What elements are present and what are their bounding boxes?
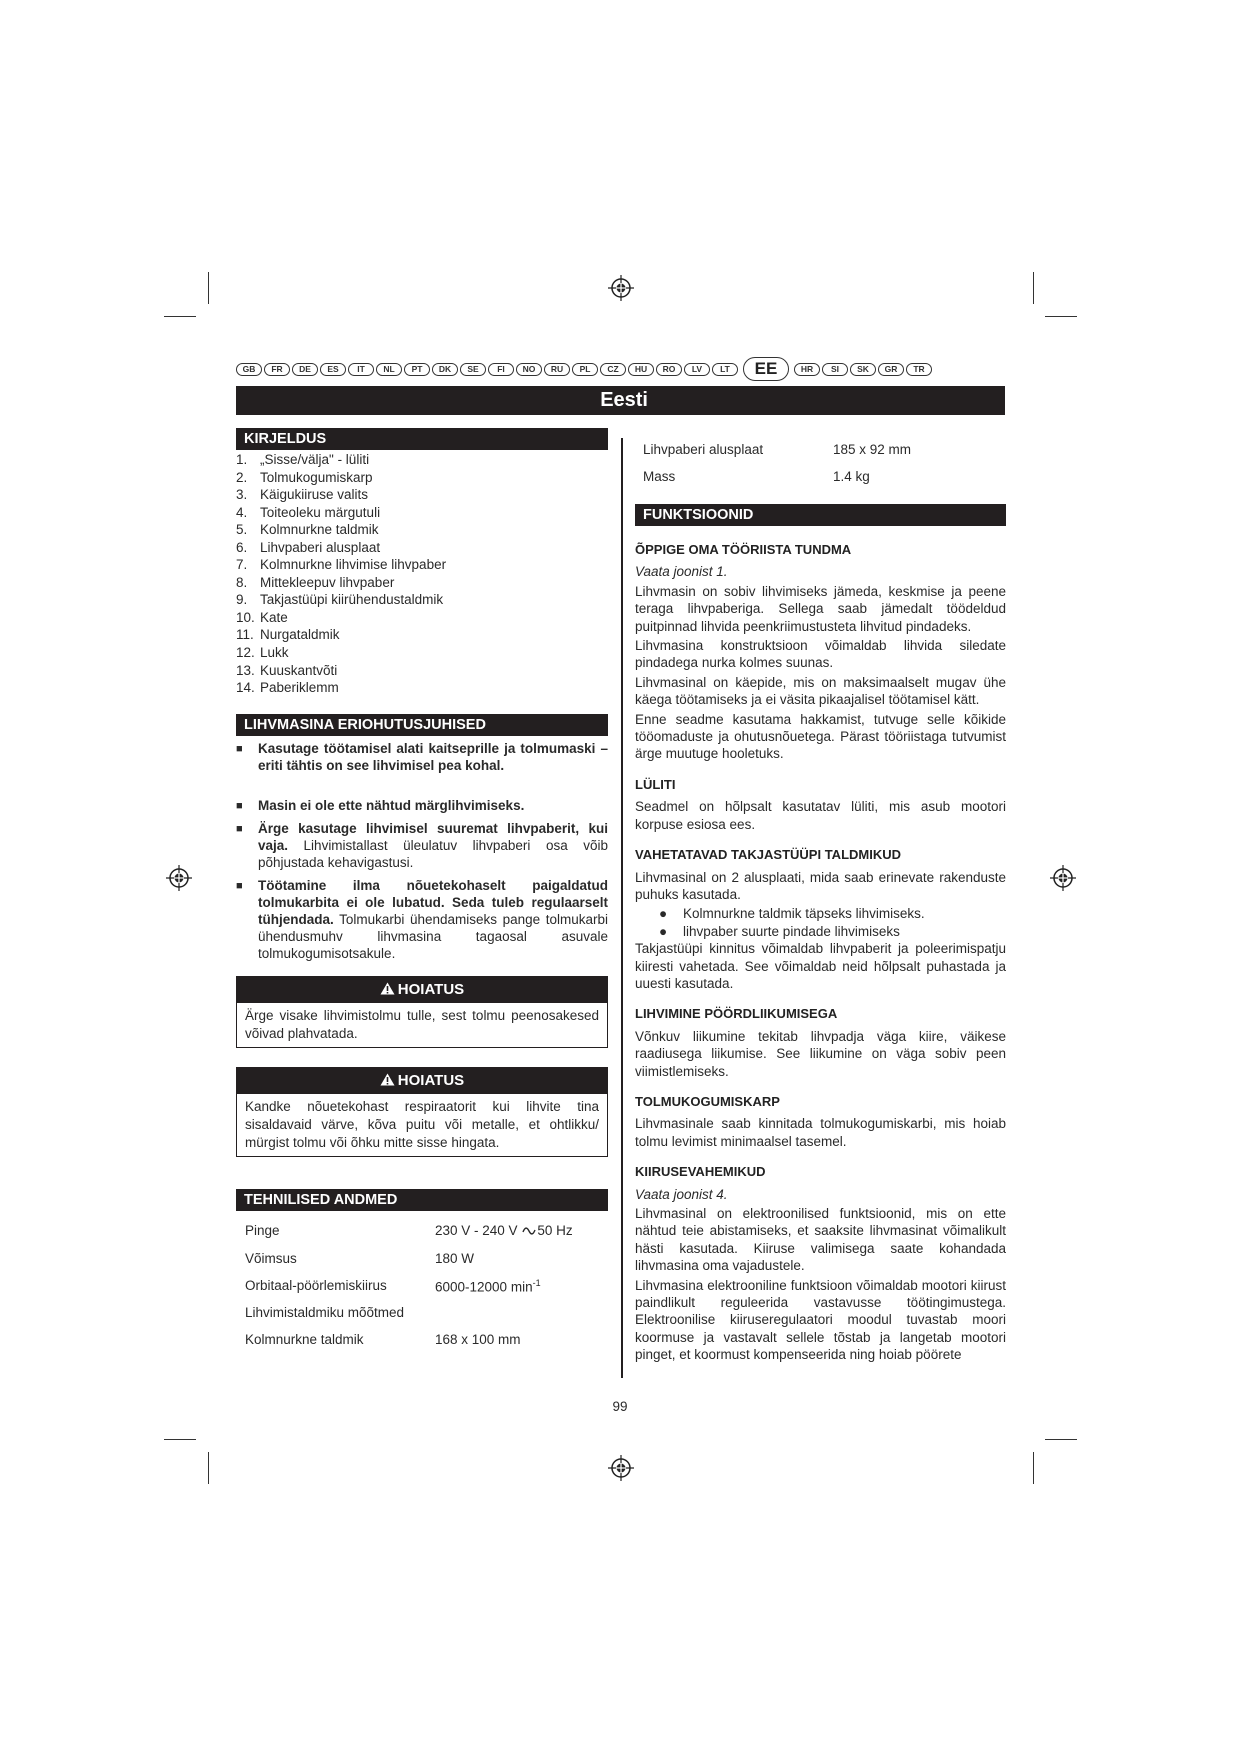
paragraph: Seadmel on hõlpsalt kasutatav lüliti, mis asub mootori korpuse esiosa ees.	[635, 799, 1006, 832]
language-badge-ro: RO	[656, 363, 682, 376]
language-badge-sk: SK	[850, 363, 876, 376]
list-item	[236, 451, 606, 469]
bullet-dot-icon: ●	[659, 923, 668, 939]
registration-mark-icon	[608, 275, 634, 301]
paragraph: Takjastüüpi kinnitus võimaldab lihvpaberit ja poleerimispatju kiiresti vahetada. See võimaldab neid hõlpsalt puhastada ja uuesti kasutada.	[635, 941, 1006, 991]
list-item-text: Kate	[260, 609, 288, 625]
spec-value: 180 W	[435, 1251, 475, 1266]
crop-mark	[1045, 316, 1077, 317]
paragraph: Lihvmasinal on elektroonilised funktsioonid, mis on ette nähtud teie abistamiseks, et saaksite lihvmasinat võimalikult hästi kasutada. Kiiruse valimisega saate kohandada lihvmasina oma vajadustele.	[635, 1206, 1006, 1274]
list-item-text: Takjastüüpi kiirühendustaldmik	[260, 592, 444, 608]
page-title: Eesti	[236, 386, 1005, 415]
language-badge-no: NO	[516, 363, 542, 376]
paragraph: Võnkuv liikumine tekitab lihvpadja väga kiire, väikese raadiusega liikumise. See liikumine on väga sobiv peen viimistlemiseks.	[635, 1028, 1006, 1079]
list-item-number: 5.	[236, 522, 248, 538]
warning-box	[236, 976, 608, 1048]
crop-mark	[1045, 1439, 1077, 1440]
language-badge-hu: HU	[628, 363, 654, 376]
parts-list	[236, 451, 606, 697]
paragraph: Lihvmasin on sobiv lihvimiseks jämeda, keskmise ja peene teraga lihvpaberiga. Sellega saab jämedalt töödeldud puitpinnad lihvida peenkriimustusteta lihvitud pindadeks.	[635, 583, 1006, 634]
safety-bullet	[236, 740, 608, 774]
figure-reference: Vaata joonist 4.	[635, 1186, 728, 1202]
section-heading-funktsioonid: FUNKTSIOONID	[635, 504, 1006, 526]
list-item-number: 9.	[236, 592, 248, 608]
language-badge-gr: GR	[878, 363, 904, 376]
bullet-bold-text: Kasutage töötamisel alati kaitseprille ja tolmumaski – eriti tähtis on see lihvimisel pea kohal.	[258, 741, 608, 773]
list-item-text: Tolmukogumiskarp	[260, 469, 373, 485]
list-item-number: 14.	[236, 680, 255, 696]
spec-key: Lihvpaberi alusplaat	[643, 442, 764, 457]
language-badge-fr: FR	[264, 363, 290, 376]
language-badge-dk: DK	[432, 363, 458, 376]
ac-tilde-icon	[522, 1226, 536, 1236]
subheading: LIHVIMINE PÖÖRDLIIKUMISEGA	[635, 1006, 838, 1022]
list-item-text: Paberiklemm	[260, 680, 339, 696]
list-item	[236, 662, 606, 680]
spec-key: Kolmnurkne taldmik	[245, 1332, 364, 1347]
subheading: LÜLITI	[635, 776, 676, 792]
language-badge-gb: GB	[236, 363, 262, 376]
registration-mark-icon	[608, 1455, 634, 1481]
bullet-bold-text: Masin ei ole ette nähtud märglihvimiseks.	[258, 798, 525, 813]
spec-superscript: -1	[532, 1278, 541, 1288]
warning-triangle-icon	[380, 982, 395, 995]
list-item-number: 7.	[236, 557, 248, 573]
crop-mark	[1033, 1452, 1034, 1484]
spec-value: 230 V - 240 V	[435, 1223, 518, 1238]
features-text	[635, 541, 1006, 1364]
spec-value: 185 x 92 mm	[833, 442, 912, 457]
list-item-number: 12.	[236, 645, 255, 661]
language-badge-se: SE	[460, 363, 486, 376]
registration-mark-icon	[166, 865, 192, 891]
language-badge-hr: HR	[794, 363, 820, 376]
language-badge-pl: PL	[572, 363, 598, 376]
bullet-text: Tolmukarbi ühendamiseks pange tolmukarbi ühendusmuhv lihvmasina tagaosal asuvale tolmukogumisotsakule.	[258, 912, 608, 961]
warning-header	[237, 1068, 607, 1094]
language-badge-it: IT	[348, 363, 374, 376]
crop-mark	[164, 1439, 196, 1440]
section-heading-tech: TEHNILISED ANDMED	[236, 1189, 608, 1211]
paragraph: Lihvmasina konstruktsioon võimaldab lihvida siledate pindadega nurka kolmes suunas.	[635, 638, 1006, 671]
figure-reference: Vaata joonist 1.	[635, 564, 728, 580]
list-item	[236, 504, 606, 522]
column-divider	[621, 438, 623, 1378]
language-badge-nl: NL	[376, 363, 402, 376]
paragraph: Lihvmasina elektrooniline funktsioon võimaldab mootori kiirust paindlikult reguleerida vastavusse töötingimustega. Elektroonilise kiiruseregulaatori moodul tuvastab moori koormuse ja vastavalt sellele tõstab ja langetab mootori pinget, et koormust kompenseerida ning hoiab pöörete	[635, 1277, 1006, 1363]
square-bullet-icon: ■	[236, 823, 243, 835]
language-badge-de: DE	[292, 363, 318, 376]
list-item-number: 10.	[236, 609, 255, 625]
list-item	[236, 521, 606, 539]
warning-label: HOIATUS	[397, 981, 465, 998]
language-badge-lt: LT	[712, 363, 738, 376]
spec-key: Lihvimistaldmiku mõõtmed	[245, 1305, 405, 1320]
list-item-number: 3.	[236, 487, 248, 503]
list-item	[236, 609, 606, 627]
bullet-bold-text: Töötamine ilma nõuetekohaselt paigaldatud tolmukarbita ei ole lubatud. Seda tuleb regulaarselt tühjendada.	[258, 878, 608, 927]
language-badge-si: SI	[822, 363, 848, 376]
square-bullet-icon: ■	[236, 743, 243, 755]
section-heading-safety: LIHVMASINA ERIOHUTUSJUHISED	[236, 714, 608, 736]
page-number: 99	[612, 1399, 628, 1414]
paragraph: Lihvmasinale saab kinnitada tolmukogumiskarbi, mis hoiab tolmu levimist minimaalsel tasemel.	[635, 1116, 1006, 1149]
spec-key: Mass	[643, 469, 676, 484]
list-item	[236, 591, 606, 609]
list-item-number: 8.	[236, 574, 248, 590]
list-item	[236, 469, 606, 487]
spec-value: 168 x 100 mm	[435, 1332, 521, 1347]
warning-text: Kandke nõuetekohast respiraatorit kui lihvite tina sisaldavaid värve, kõva puitu või metalle, et ohtlikku/ mürgist tolmu või õhku mitte sisse hingata.	[245, 1099, 599, 1150]
language-badge-pt: PT	[404, 363, 430, 376]
list-item-text: Nurgataldmik	[260, 627, 340, 643]
list-item	[236, 539, 606, 557]
language-badge-ee: EE	[743, 357, 789, 381]
list-item-text: Lukk	[260, 645, 289, 661]
section-heading-kirjeldus: KIRJELDUS	[236, 428, 608, 450]
language-bar	[236, 357, 1006, 381]
list-item	[236, 556, 606, 574]
spec-key: Orbitaal-pöörlemiskiirus	[245, 1278, 387, 1293]
bullet-bold-text: Ärge kasutage lihvimisel suuremat lihvpaberit, kui vaja.	[258, 821, 608, 853]
spec-value: 6000-12000 min	[435, 1279, 533, 1295]
list-item-number: 11.	[236, 627, 254, 643]
safety-bullet	[236, 877, 608, 962]
registration-mark-icon	[1050, 865, 1076, 891]
list-item-text: Kuuskantvõti	[260, 662, 338, 678]
bullet-dot-icon: ●	[659, 906, 668, 922]
paragraph: Lihvmasinal on käepide, mis on maksimaalselt mugav ühe käega töötamiseks ja ei väsita pikaajalisel töötamisel kätt.	[635, 674, 1006, 708]
subheading: VAHETATAVAD TAKJASTÜÜPI TALDMIKUD	[635, 847, 901, 863]
list-item-text: Kolmnurkne lihvimise lihvpaber	[260, 557, 447, 573]
language-badge-ru: RU	[544, 363, 570, 376]
crop-mark	[208, 1452, 209, 1484]
list-item-number: 6.	[236, 539, 248, 555]
dot-item-text: Kolmnurkne taldmik täpseks lihvimiseks.	[683, 906, 925, 922]
subheading: ÕPPIGE OMA TÖÖRIISTA TUNDMA	[635, 542, 852, 557]
bullet-text: Lihvimistallast üleulatuv lihvpaberi osa võib põhjustada kehavigastusi.	[258, 838, 608, 870]
list-item-text: Käigukiiruse valits	[260, 487, 369, 503]
warning-label: HOIATUS	[397, 1072, 465, 1089]
list-item-number: 1.	[236, 452, 248, 467]
language-badge-es: ES	[320, 363, 346, 376]
spec-key: Võimsus	[245, 1251, 297, 1266]
crop-mark	[164, 316, 196, 317]
safety-bullet	[236, 797, 608, 815]
list-item-text: Kolmnurkne taldmik	[260, 522, 379, 538]
warning-header	[237, 977, 607, 1003]
warning-text: Ärge visake lihvimistolmu tulle, sest tolmu peenosakesed võivad plahvatada.	[245, 1008, 599, 1041]
square-bullet-icon: ■	[236, 880, 243, 892]
dot-item	[635, 905, 1006, 922]
crop-mark	[208, 272, 209, 304]
list-item-number: 4.	[236, 504, 248, 520]
list-item	[236, 574, 606, 592]
dot-item-text: lihvpaber suurte pindade lihvimiseks	[683, 923, 900, 939]
list-item-text: Mittekleepuv lihvpaber	[260, 574, 395, 590]
spec-value: 1.4 kg	[833, 469, 870, 484]
list-item	[236, 626, 606, 644]
list-item-text: „Sisse/välja" - lüliti	[260, 452, 370, 467]
list-item-text: Lihvpaberi alusplaat	[260, 539, 381, 555]
list-item	[236, 679, 606, 697]
paragraph: Lihvmasinal on 2 alusplaati, mida saab erinevate rakenduste puhuks kasutada.	[635, 869, 1006, 902]
subheading: KIIRUSEVAHEMIKUD	[635, 1164, 766, 1180]
language-badge-fi: FI	[488, 363, 514, 376]
spec-key: Pinge	[245, 1223, 280, 1238]
list-item-text: Toiteoleku märgutuli	[260, 504, 381, 520]
list-item	[236, 644, 606, 662]
square-bullet-icon: ■	[236, 800, 243, 812]
list-item-number: 13.	[236, 662, 255, 678]
dot-item	[635, 923, 1006, 940]
list-item	[236, 486, 606, 504]
list-item-number: 2.	[236, 469, 248, 485]
language-badge-cz: CZ	[600, 363, 626, 376]
spec-value-frequency: 50 Hz	[537, 1223, 573, 1238]
safety-bullet	[236, 820, 608, 871]
language-badge-lv: LV	[684, 363, 710, 376]
warning-triangle-icon	[380, 1073, 395, 1086]
crop-mark	[1033, 272, 1034, 304]
language-badge-tr: TR	[906, 363, 932, 376]
warning-box	[236, 1067, 608, 1157]
paragraph: Enne seadme kasutama hakkamist, tutvuge selle kõikide tööomaduste ja ohutusnõuetega. Pärast tööriistaga tutvumist ärge muutuge hooletuks.	[635, 711, 1006, 762]
subheading: TOLMUKOGUMISKARP	[635, 1093, 780, 1109]
